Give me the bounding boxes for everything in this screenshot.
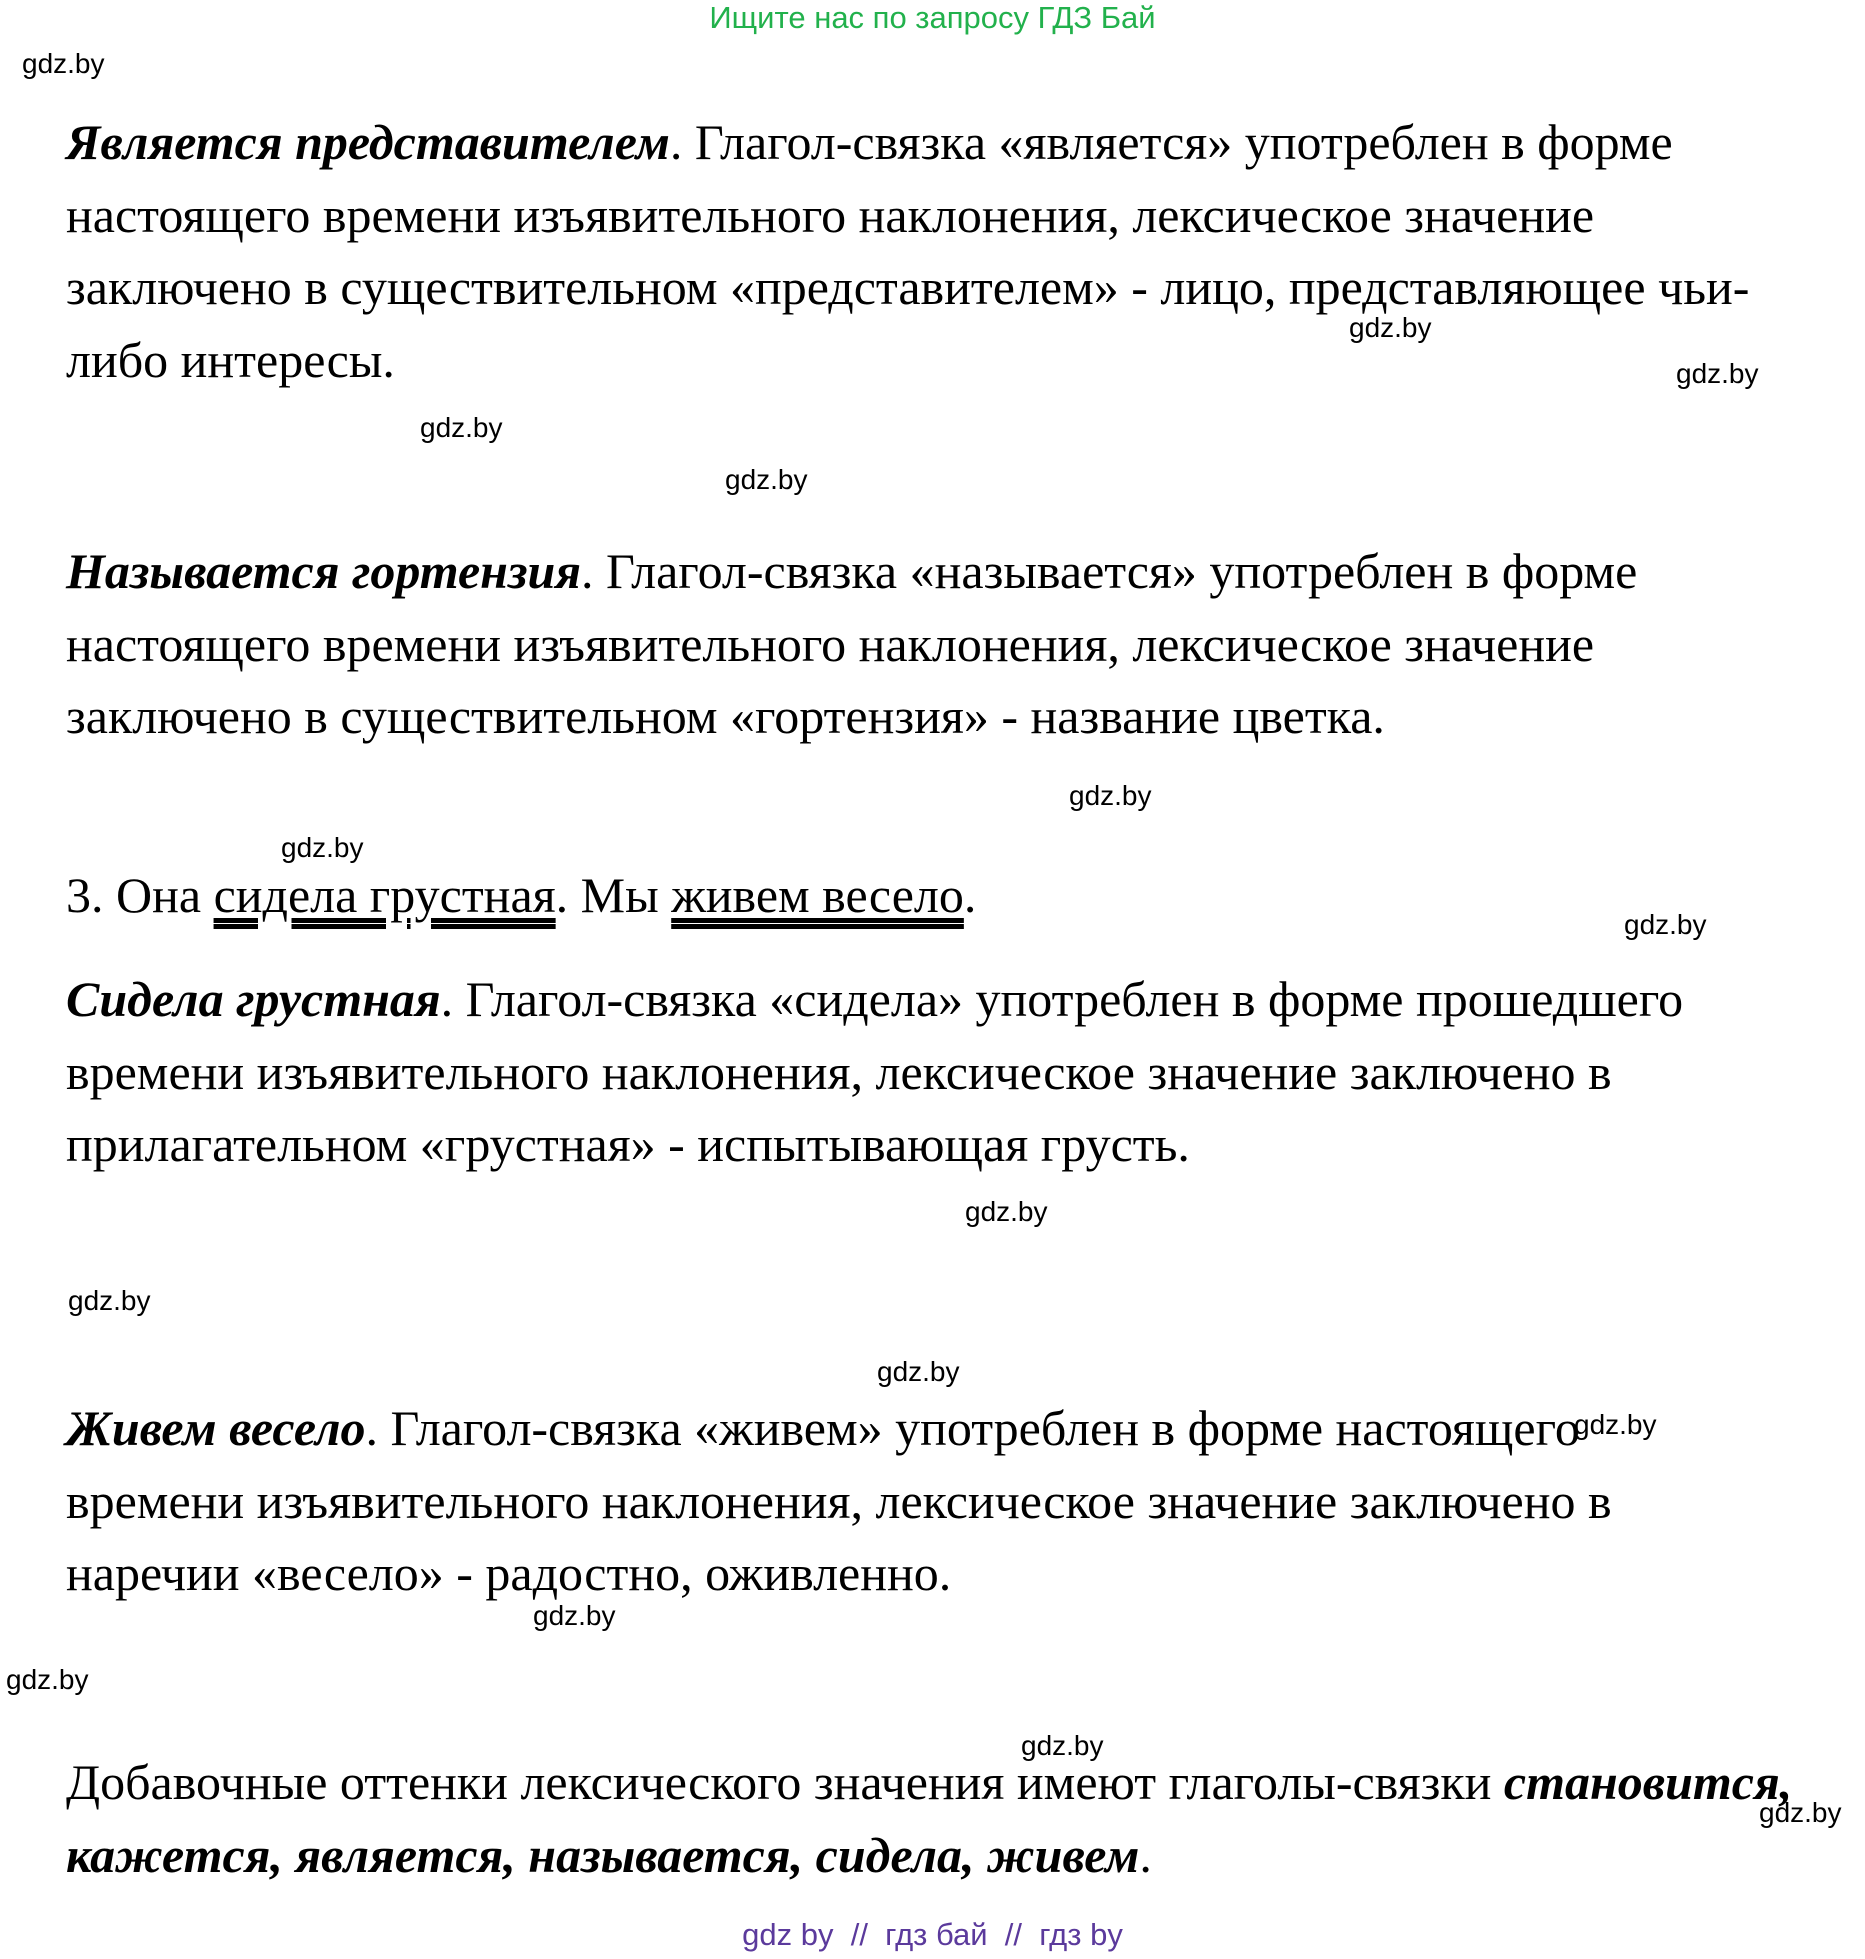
watermark: gdz.by — [1624, 909, 1707, 940]
paragraph-text: . Глагол-связка «является» употреблен в форме настоящего времени изъявительного наклонения, лексическое значение заключено в существительном «представителем» - лицо, представляющее чьи-либо интересы. — [66, 114, 1750, 388]
footer-links: gdz by // гдз бай // гдз by — [742, 1917, 1123, 1952]
paragraph-text: Добавочные оттенки лексического значения имеют глаголы-связки — [66, 1754, 1504, 1810]
watermark: gdz.by — [1574, 1409, 1657, 1440]
paragraph-text: . Глагол-связка «сидела» употреблен в форме прошедшего времени изъявительного наклонения, лексическое значение заключено в прилагательном «грустная» - испытывающая грусть. — [66, 971, 1684, 1172]
watermark: gdz.by — [1349, 312, 1432, 343]
sentence-end: . — [963, 867, 977, 923]
watermark: gdz.by — [1759, 1797, 1842, 1828]
sentence-prefix: 3. Она — [66, 867, 214, 923]
term-hortensia: Называется гортензия — [66, 543, 582, 599]
watermark: gdz.by — [965, 1196, 1048, 1227]
paragraph-sat-sad — [66, 963, 1816, 1181]
term-live-merrily: Живем весело — [66, 1400, 366, 1456]
watermark: gdz.by — [6, 1664, 89, 1695]
watermark: gdz.by — [420, 412, 503, 443]
paragraph-text: . Глагол-связка «живем» употреблен в форме настоящего времени изъявительного наклонения, лексическое значение заключено в наречии «весело» - радостно, оживленно. — [66, 1400, 1612, 1601]
underlined-phrase-sat-sad: сидела грустная — [213, 867, 556, 923]
search-banner: Ищите нас по запросу ГДЗ Бай — [709, 0, 1156, 35]
watermark: gdz.by — [68, 1285, 151, 1316]
watermark: gdz.by — [1069, 780, 1152, 811]
exercise-3-sentence — [66, 859, 1816, 932]
paragraph-end: . — [1139, 1826, 1152, 1883]
terms-list: становится, кажется, является, называется, сидела, живем — [66, 1754, 1793, 1883]
paragraph-representative — [66, 106, 1816, 396]
paragraph-hortensia — [66, 535, 1816, 753]
paragraph-live-merrily — [66, 1392, 1626, 1610]
watermark: gdz.by — [533, 1600, 616, 1631]
watermark: gdz.by — [281, 832, 364, 863]
watermark: gdz.by — [725, 464, 808, 495]
underlined-phrase-live-merrily: живем весело — [671, 867, 964, 923]
paragraph-text: . Глагол-связка «называется» употреблен в форме настоящего времени изъявительного наклонения, лексическое значение заключено в существительном «гортензия» - название цветка. — [66, 543, 1638, 744]
watermark: gdz.by — [22, 48, 105, 79]
watermark: gdz.by — [1676, 358, 1759, 389]
term-representative: Является представителем — [66, 114, 670, 170]
term-sat-sad: Сидела грустная — [66, 971, 441, 1027]
sentence-middle: . Мы — [555, 867, 672, 923]
paragraph-conclusion — [66, 1746, 1816, 1891]
watermark: gdz.by — [1021, 1730, 1104, 1761]
watermark: gdz.by — [877, 1356, 960, 1387]
